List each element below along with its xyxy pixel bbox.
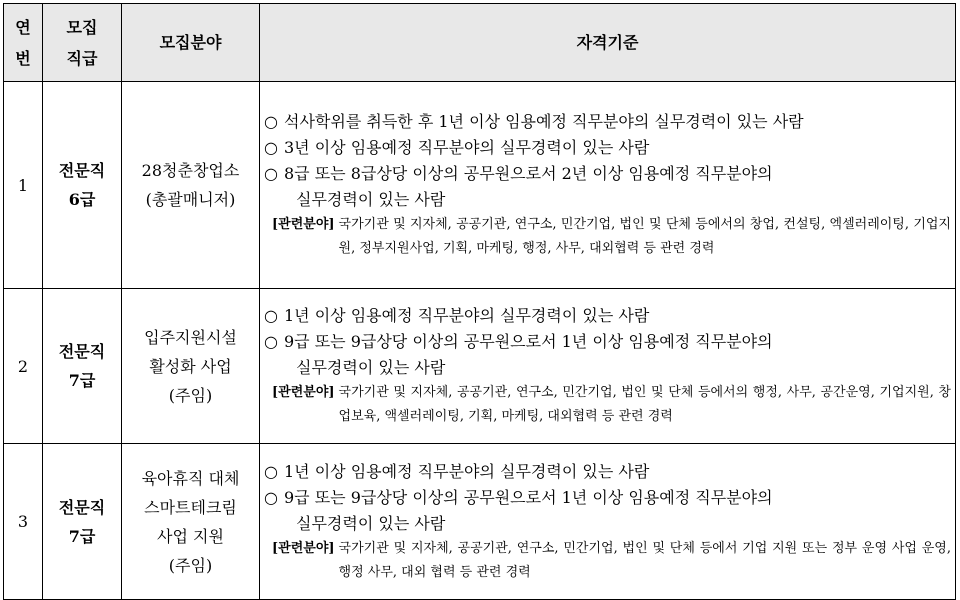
cell-line: 활성화 사업 — [149, 356, 232, 376]
row-field — [122, 289, 260, 444]
table-row — [4, 82, 956, 289]
cell-line: 사업 지원 — [157, 526, 224, 546]
header-row — [4, 4, 956, 82]
related-field-label: [관련분야] — [272, 540, 335, 556]
related-field-text: 국가기관 및 지자체, 공공기관, 연구소, 민간기업, 법인 및 단체 등에서의 창업, 컨설팅, 엑셀러레이팅, 기업지원, 정부지원사업, 기획, 마케팅, 행정, 사무, 대외협력 등 관련 경력 — [338, 217, 951, 256]
cell-line: (주임) — [168, 555, 213, 575]
qualification-text: 1년 이상 임용예정 직무분야의 실무경력이 있는 사람 — [284, 461, 650, 481]
qualification-text: 3년 이상 임용예정 직무분야의 실무경력이 있는 사람 — [284, 138, 650, 157]
bullet-circle-icon: ○ — [264, 461, 278, 481]
related-field-label: [관련분야] — [272, 385, 335, 400]
row-qualification — [260, 82, 956, 289]
row-qualification — [260, 289, 956, 444]
header-qualification: 자격기준 — [260, 4, 956, 82]
related-field-label: [관련분야] — [272, 217, 335, 232]
bullet-circle-icon: ○ — [264, 164, 278, 183]
bullet-circle-icon: ○ — [264, 306, 278, 325]
row-number: 3 — [4, 444, 43, 600]
related-field-text: 국가기관 및 지자체, 공공기관, 연구소, 민간기업, 법인 및 단체 등에서의 행정, 사무, 공간운영, 기업지원, 창업보육, 액셀러레이팅, 기획, 마케팅, 대외협력 등 관련 경력 — [338, 385, 951, 424]
qualification-continuation: 실무경력이 있는 사람 — [296, 358, 446, 377]
header-field: 모집분야 — [122, 4, 260, 82]
header-grade: 모집 직급 — [43, 4, 122, 82]
cell-line: 전문직 — [58, 342, 106, 361]
bullet-circle-icon: ○ — [264, 112, 278, 131]
qualification-text: 9급 또는 9급상당 이상의 공무원으로서 1년 이상 임용예정 직무분야의 — [284, 332, 773, 351]
cell-line: (총괄매니저) — [145, 190, 236, 209]
qualification-item — [264, 303, 951, 329]
qualification-text: 1년 이상 임용예정 직무분야의 실무경력이 있는 사람 — [284, 306, 650, 325]
row-grade — [43, 289, 122, 444]
row-number: 2 — [4, 289, 43, 444]
cell-line: 전문직 — [58, 497, 106, 517]
qualification-item — [264, 109, 951, 135]
related-field-text: 국가기관 및 지자체, 공공기관, 연구소, 민간기업, 법인 및 단체 등에서 기업 지원 또는 정부 운영 사업 운영, 행정 사무, 대외 협력 등 관련 경력 — [338, 540, 951, 580]
qualification-continuation: 실무경력이 있는 사람 — [296, 513, 446, 533]
cell-line: 육아휴직 대체 — [141, 468, 240, 488]
bullet-circle-icon: ○ — [264, 332, 278, 351]
qualification-text: 석사학위를 취득한 후 1년 이상 임용예정 직무분야의 실무경력이 있는 사람 — [284, 112, 804, 131]
bullet-circle-icon: ○ — [264, 138, 278, 157]
recruitment-table — [3, 3, 956, 600]
row-grade — [43, 444, 122, 600]
cell-line: 스마트테크림 — [144, 497, 237, 517]
qualification-text: 9급 또는 9급상당 이상의 공무원으로서 1년 이상 임용예정 직무분야의 — [284, 487, 773, 507]
qualification-item — [264, 329, 951, 355]
related-field — [272, 381, 951, 429]
cell-line: 전문직 — [58, 161, 106, 180]
row-number: 1 — [4, 82, 43, 289]
related-field — [272, 537, 951, 585]
cell-line: 6급 — [68, 190, 96, 209]
qualification-item — [264, 161, 951, 187]
cell-line: 7급 — [68, 526, 96, 546]
qualification-item — [264, 459, 951, 485]
row-field — [122, 82, 260, 289]
header-no: 연 번 — [4, 4, 43, 82]
cell-line: 7급 — [68, 371, 96, 390]
qualification-text: 8급 또는 8급상당 이상의 공무원으로서 2년 이상 임용예정 직무분야의 — [284, 164, 773, 183]
table-row — [4, 444, 956, 600]
qualification-continuation: 실무경력이 있는 사람 — [296, 190, 446, 209]
cell-line: 입주지원시설 — [144, 327, 237, 347]
row-grade — [43, 82, 122, 289]
row-qualification — [260, 444, 956, 600]
cell-line: (주임) — [168, 385, 213, 405]
row-field — [122, 444, 260, 600]
qualification-item — [264, 485, 951, 511]
table-row — [4, 289, 956, 444]
related-field — [272, 213, 951, 261]
cell-line: 28청춘창업소 — [141, 161, 240, 180]
qualification-item — [264, 135, 951, 161]
bullet-circle-icon: ○ — [264, 487, 278, 507]
